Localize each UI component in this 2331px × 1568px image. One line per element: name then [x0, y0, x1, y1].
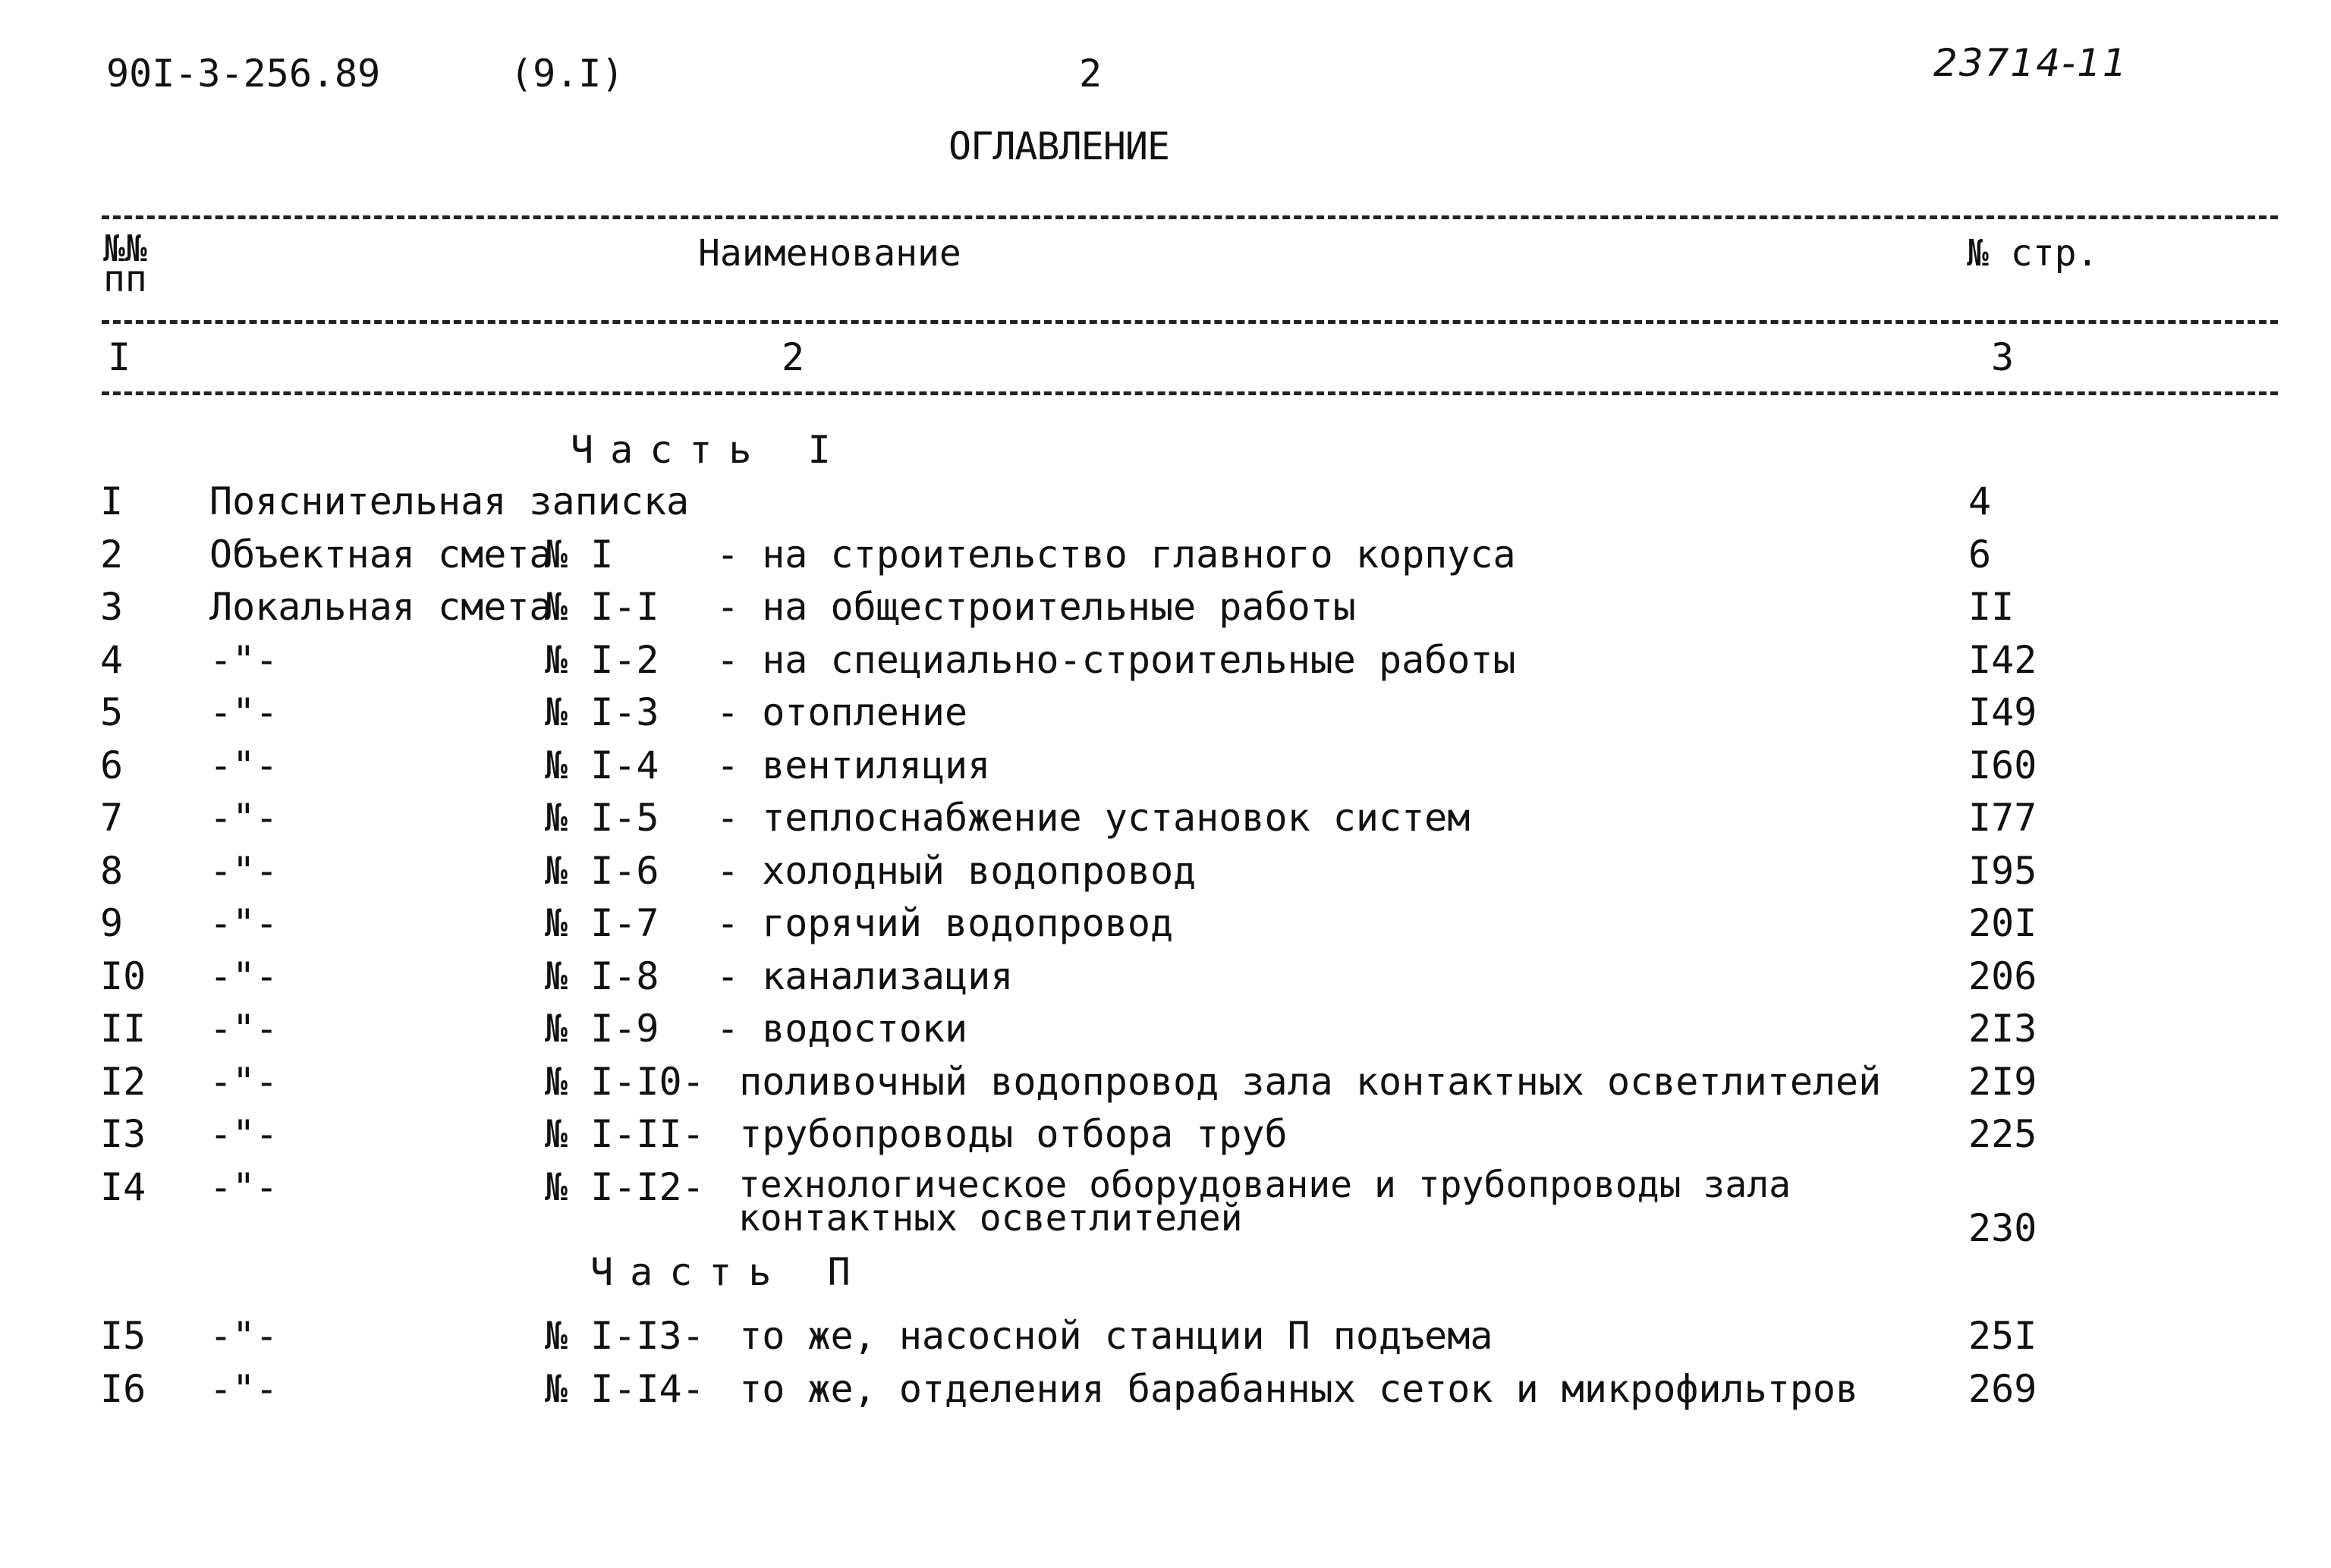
column-number-1: I — [108, 335, 131, 379]
table-row — [0, 585, 2331, 641]
page-number: 2 — [1079, 52, 1103, 96]
entry-estimate-type: -"- — [209, 1060, 278, 1104]
entry-number: I2 — [100, 1060, 146, 1104]
entry-description: трубопроводы отбора труб — [716, 1112, 1288, 1156]
entry-description: - теплоснабжение установок систем — [716, 796, 1471, 840]
entry-description: - на общестроительные работы — [716, 585, 1356, 629]
table-row — [0, 1314, 2331, 1370]
entry-page: I95 — [1968, 849, 2037, 893]
entry-page: I60 — [1968, 743, 2037, 787]
table-row — [0, 954, 2331, 1010]
entry-description: поливочный водопровод зала контактных осветлителей — [716, 1060, 1882, 1104]
entry-page: I42 — [1968, 638, 2037, 682]
entry-estimate-code: № I-8 — [545, 954, 682, 998]
entry-estimate-type: Объектная смета — [209, 533, 552, 577]
entry-estimate-code: № I-I0- — [545, 1060, 705, 1104]
entry-estimate-code: № I-9 — [545, 1007, 682, 1051]
entry-description: технологическое оборудование и трубопроводы зала контактных осветлителей — [738, 1164, 1792, 1240]
entry-page: 2I3 — [1968, 1007, 2037, 1051]
entry-estimate-code: № I-4 — [545, 743, 682, 787]
entry-page: 4 — [1968, 479, 1992, 523]
entry-description: - водостоки — [716, 1007, 968, 1051]
entry-number: 6 — [100, 743, 124, 787]
entry-number: 9 — [100, 901, 124, 945]
entry-estimate-code: № I-I3- — [545, 1314, 705, 1358]
entry-page: I77 — [1968, 796, 2037, 840]
entry-number: I3 — [100, 1112, 146, 1156]
entry-page: I49 — [1968, 690, 2037, 734]
entry-estimate-code: № I-3 — [545, 690, 682, 734]
entry-number: I6 — [100, 1367, 146, 1411]
entry-estimate-type: -"- — [209, 1165, 278, 1209]
table-row — [0, 1164, 2331, 1250]
entry-estimate-type: -"- — [209, 1314, 278, 1358]
entry-description: то же, отделения барабанных сеток и микрофильтров — [716, 1367, 1859, 1411]
entry-estimate-code: № I-6 — [545, 849, 682, 893]
entry-description: - отопление — [716, 690, 968, 734]
entry-estimate-type: -"- — [209, 796, 278, 840]
table-row — [0, 638, 2331, 694]
entry-estimate-type: -"- — [209, 901, 278, 945]
entry-page: 206 — [1968, 954, 2037, 998]
table-row — [0, 901, 2331, 957]
column-number-rule — [102, 391, 2278, 395]
entry-page: 225 — [1968, 1112, 2037, 1156]
table-row — [0, 690, 2331, 746]
column-number-3: 3 — [1991, 335, 2015, 379]
entry-page: 20I — [1968, 901, 2037, 945]
entry-description: - канализация — [716, 954, 1014, 998]
entry-number: 7 — [100, 796, 124, 840]
table-row — [0, 796, 2331, 852]
column-header-name: Наименование — [698, 232, 961, 275]
entry-page: 25I — [1968, 1314, 2037, 1358]
entry-number: 8 — [100, 849, 124, 893]
entry-number: 5 — [100, 690, 124, 734]
entry-description: - вентиляция — [716, 743, 991, 787]
handwritten-archive-number: 23714-11 — [1933, 41, 2128, 85]
entry-page: 6 — [1968, 533, 1992, 577]
table-row — [0, 479, 2331, 536]
entry-estimate-code: № I-5 — [545, 796, 682, 840]
entry-description: - на строительство главного корпуса — [716, 533, 1516, 577]
entry-estimate-code: № I-I4- — [545, 1367, 705, 1411]
entry-estimate-type: -"- — [209, 849, 278, 893]
entry-estimate-code: № I-I — [545, 585, 682, 629]
document-code: 90I-3-256.89 — [106, 52, 381, 96]
entry-estimate-code: № I-7 — [545, 901, 682, 945]
entry-page: 2I9 — [1968, 1060, 2037, 1104]
page-title: ОГЛАВЛЕНИЕ — [948, 124, 1170, 168]
entry-number: I5 — [100, 1314, 146, 1358]
entry-estimate-type: -"- — [209, 743, 278, 787]
entry-number: I0 — [100, 954, 146, 998]
entry-number: 2 — [100, 533, 124, 577]
table-row — [0, 1367, 2331, 1423]
entry-estimate-type: -"- — [209, 1112, 278, 1156]
part-heading: Часть I — [571, 428, 848, 472]
entry-page: 230 — [1968, 1206, 2037, 1250]
table-row — [0, 743, 2331, 800]
column-header-page: № стр. — [1967, 232, 2099, 275]
entry-number: I4 — [100, 1165, 146, 1209]
entry-page: 269 — [1968, 1367, 2037, 1411]
entry-description: - холодный водопровод — [716, 849, 1197, 893]
table-row — [0, 533, 2331, 589]
part-heading: Часть П — [590, 1250, 867, 1294]
entry-estimate-type: -"- — [209, 638, 278, 682]
entry-number: 4 — [100, 638, 124, 682]
table-row — [0, 1112, 2331, 1168]
entry-page: II — [1968, 585, 2015, 629]
entry-estimate-code: № I — [545, 533, 659, 577]
entry-estimate-type: -"- — [209, 954, 278, 998]
entry-estimate-type: Локальная смета — [209, 585, 552, 629]
column-number-2: 2 — [782, 335, 805, 379]
entry-number: I — [100, 479, 124, 523]
entry-estimate-code: № I-2 — [545, 638, 682, 682]
entry-estimate-type: Пояснительная записка — [209, 479, 690, 523]
entry-estimate-type: -"- — [209, 690, 278, 734]
entry-estimate-code: № I-II- — [545, 1112, 705, 1156]
entry-description: - на специально-строительные работы — [716, 638, 1516, 682]
table-row — [0, 849, 2331, 905]
section-number: (9.I) — [510, 52, 624, 96]
entry-description: то же, насосной станции П подъема — [716, 1314, 1493, 1358]
entry-estimate-code: № I-I2- — [545, 1165, 705, 1209]
entry-estimate-type: -"- — [209, 1367, 278, 1411]
entry-number: 3 — [100, 585, 124, 629]
entry-estimate-type: -"- — [209, 1007, 278, 1051]
table-row — [0, 1007, 2331, 1063]
header-rule — [102, 320, 2278, 324]
table-row — [0, 1060, 2331, 1116]
entry-description: - горячий водопровод — [716, 901, 1174, 945]
table-top-rule — [102, 215, 2278, 219]
column-header-number: №№ пп — [103, 228, 147, 300]
entry-number: II — [100, 1007, 146, 1051]
